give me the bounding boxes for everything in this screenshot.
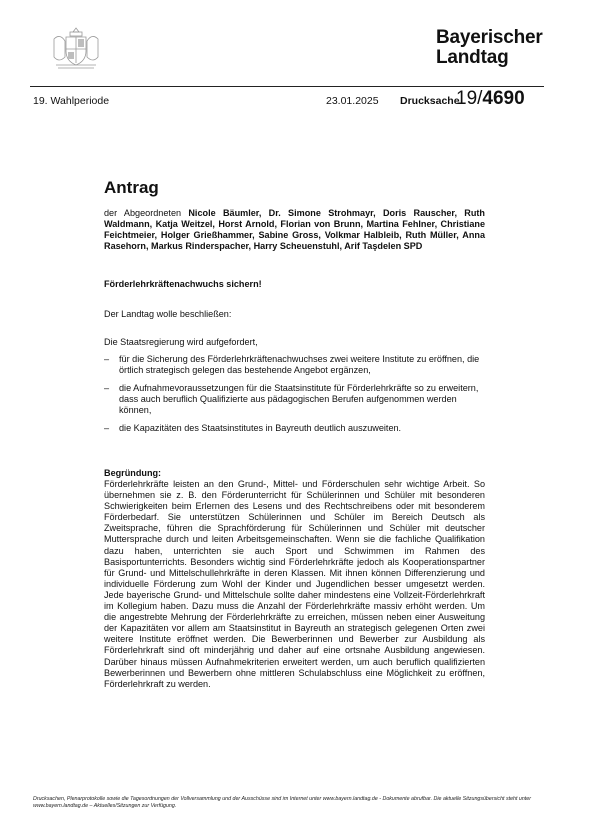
request-intro: Die Staatsregierung wird aufgefordert, [104, 337, 258, 347]
list-item-text: die Aufnahmevoraussetzungen für die Staatsinstitute für Förderlehrkräfte so zu erweitern, dass auch beruflich Qualifizierte aus pädagogischen Berufen aufgenommen werden können, [119, 383, 479, 416]
document-date: 23.01.2025 [326, 95, 379, 107]
drucksache-number [456, 88, 525, 110]
coat-of-arms-icon [50, 25, 102, 71]
header-rule [30, 86, 544, 87]
list-dash: – [104, 354, 110, 364]
reason-heading: Begründung: [104, 468, 162, 478]
drucksache-number-bold: 4690 [482, 88, 525, 109]
authors-prefix: der Abgeordneten [104, 208, 189, 218]
legislative-period: 19. Wahlperiode [33, 95, 110, 107]
list-dash: – [104, 383, 110, 394]
brand-name [436, 28, 543, 68]
drucksache-prefix: 19/ [456, 88, 483, 109]
footer-note: Drucksachen, Plenarprotokolle sowie die Tagesordnungen der Vollversammlung und der Ausschüsse sind im Internet unter www.bayern.landtag.de - Dokumente abrufbar. Die aktuelle Sitzungsübersicht steht unter www.bayern.landtag.de – Aktuelles/Sitzungen zur Verfügung. [33, 796, 531, 809]
list-item-text: für die Sicherung des Förderlehrkräftenachwuchses zwei weitere Institute zu eröffnen, die örtlich strategisch gelegen das bestehende Angebot ergänzen, [119, 354, 480, 376]
motion-subject: Förderlehrkräftenachwuchs sichern! [104, 279, 262, 289]
list-item [104, 383, 485, 416]
list-item [104, 423, 485, 434]
document-title: Antrag [104, 178, 159, 197]
authors-names: Nicole Bäumler, Dr. Simone Strohmayr, Doris Rauscher, Ruth Waldmann, Katja Weitzel, Horst Arnold, Florian von Brunn, Martina Fehlner, Christiane Feichtmeier, Holger Grießhammer, Sabine Gross, Volkmar Halbleib, Ruth Müller, Anna Rasehorn, Markus Rinderspacher, Harry Scheuenstuhl, Arif Taşdelen SPD [104, 208, 485, 252]
brand-line-2: Landtag [436, 47, 509, 68]
authors-paragraph [104, 208, 485, 252]
demands-list [104, 354, 485, 442]
list-dash: – [104, 423, 110, 434]
list-item-text: die Kapazitäten des Staatsinstitutes in Bayreuth deutlich auszuweiten. [119, 423, 402, 434]
resolution-line: Der Landtag wolle beschließen: [104, 309, 232, 319]
list-item [104, 354, 485, 376]
reason-paragraph: Förderlehrkräfte leisten an den Grund-, Mittel- und Förderschulen sehr wichtige Arbeit. So übernehmen sie z. B. den Förderunterricht für Schülerinnen und Schüler mit besonderen Schwierigkeiten beim Erlernen des Lesens und des Rechtschreibens oder mit besonderem Förderbedarf. Sie unterstützen Schülerinnen und Schüler im Bereich Deutsch als Zweitsprache, führen die Sprachförderung für Schülerinnen und Schüler mit deutscher Muttersprache durch und leiten Arbeitsgemeinschaften. Wenn sie die fachliche Qualifikation dazu haben, unterrichten sie auch Sport und Schwimmen im Rahmen des Basisportunterrichts. Besonders wichtig sind Förderlehrkräfte jedoch als Kooperationspartner für Grund- und Mittelschullehrkräfte in deren Klassen. Mit ihnen können Differenzierung und individuelle Förderung zum Wohl der Kinder und Jugendlichen besser umgesetzt werden. Jede bayerische Grund- und Mittelschule sollte daher mindestens eine Vollzeit-Förderlehrkraft im Kollegium haben. Dazu muss die Anzahl der Förderlehrkräfte massiv erhöht werden. Um die angestrebte Mehrung der Förderlehrkräfte zu erreichen, müssen neben einer Ausweitung der Kapazitäten vor allem am Staatsinstitut in Bayreuth an strategisch gelegenen Orten zwei weitere Institute eröffnet werden. Die Bewerberinnen und Bewerber zur Ausbildung als Förderlehrkraft sind oft minderjährig und daher auf eine ortsnahe Ausbildung angewiesen. Darüber hinaus müssen Aufnahmekriterien erweitert werden, um auch beruflich qualifizierten Bewerberinnen und Bewerbern ohne mittleren Schulabschluss eine Möglichkeit zu eröffnen, Förderlehrkraft zu werden. [104, 479, 485, 689]
brand-line-1: Bayerischer [436, 27, 543, 48]
drucksache-label: Drucksache [400, 95, 460, 107]
